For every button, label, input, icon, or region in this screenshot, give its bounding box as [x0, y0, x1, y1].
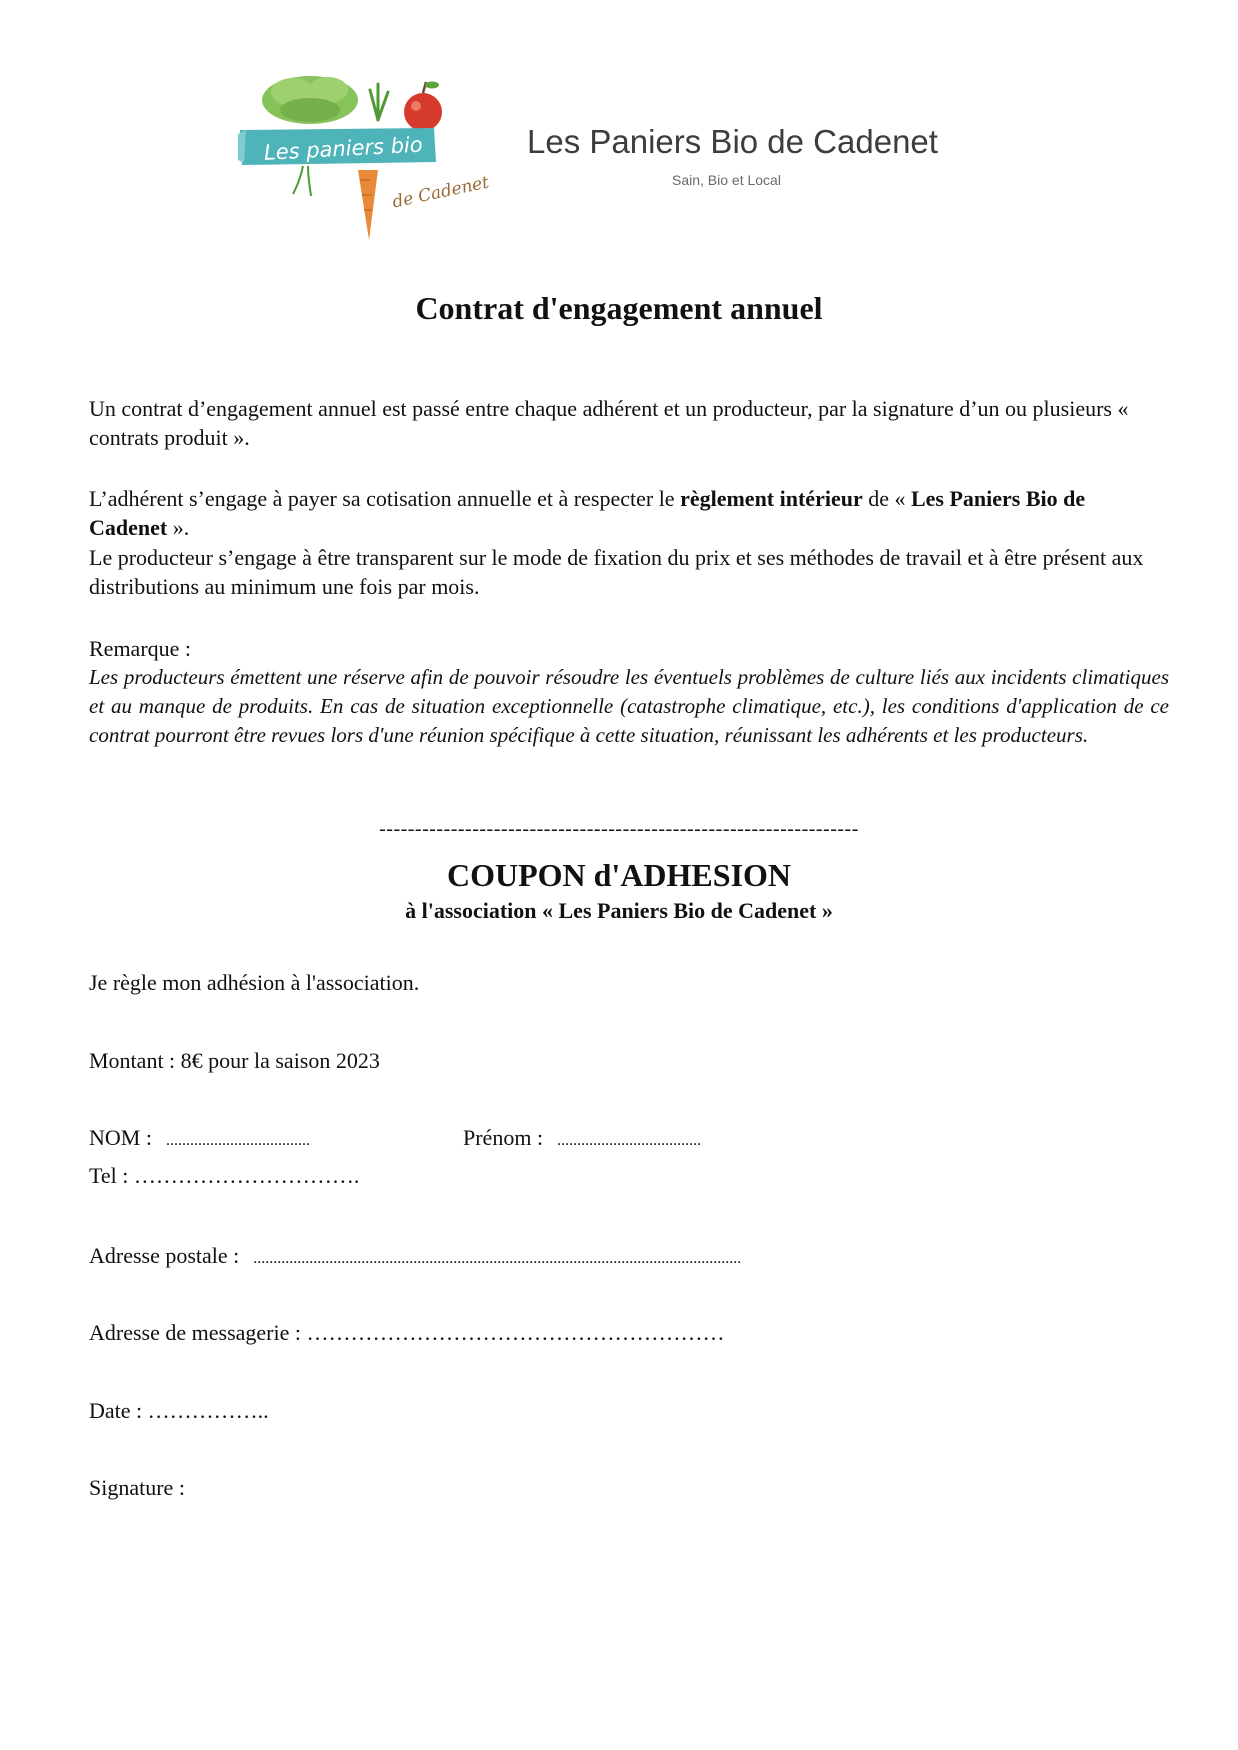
paragraph-member-commitment — [89, 484, 1164, 542]
prenom-label: Prénom : — [463, 1125, 544, 1150]
bold-reglement: règlement intérieur — [680, 486, 863, 511]
lettuce-icon — [262, 76, 358, 124]
nom-label: NOM : — [89, 1125, 152, 1150]
coupon-title: COUPON d'ADHESION — [446, 857, 792, 893]
email-field[interactable]: Adresse de messagerie : ………………………………………………… — [89, 1320, 725, 1345]
brand-title: Les Paniers Bio de Cadenet — [527, 123, 938, 160]
nom-line — [89, 1125, 310, 1151]
text-span: de « — [862, 486, 911, 511]
coupon-statement: Je règle mon adhésion à l'association. — [89, 970, 420, 995]
address-label: Adresse postale : — [89, 1243, 240, 1268]
bold-association-name: Les Paniers Bio de Cadenet — [89, 486, 1086, 540]
coupon-subtitle: à l'association « Les Paniers Bio de Cadenet » — [405, 898, 833, 923]
remark-label: Remarque : — [89, 636, 192, 661]
text-span: L’adhérent s’engage à payer sa cotisation annuelle et à respecter le — [89, 486, 681, 511]
text-span: ». — [167, 515, 190, 540]
nom-field[interactable]: .................................... — [165, 1132, 310, 1149]
prenom-field[interactable]: .................................... — [557, 1132, 702, 1149]
paragraph-producer-commitment: Le producteur s’engage à être transparent sur le mode de fixation du prix et ses méthodes de travail et à être présent aux distributions au minimum une fois par mois. — [89, 545, 1144, 599]
carrot-icon — [358, 170, 378, 240]
logo-text-sub: de Cadenet — [390, 172, 491, 213]
signature-field[interactable]: Signature : — [89, 1475, 185, 1500]
logo-text-main: Les paniers bio — [263, 132, 424, 165]
roots-icon — [293, 166, 311, 196]
cut-line-separator: ------------------------------------------------------------------- — [379, 818, 859, 840]
address-field[interactable]: .......................................................................................................................... — [253, 1250, 742, 1267]
address-line — [89, 1243, 741, 1269]
apple-icon — [404, 82, 442, 132]
coupon-amount: Montant : 8€ pour la saison 2023 — [89, 1048, 380, 1073]
sprout-icon — [370, 84, 388, 120]
date-field[interactable]: Date : …………….. — [89, 1398, 269, 1423]
paragraph-contract: Un contrat d’engagement annuel est passé entre chaque adhérent et un producteur, par la signature d’un ou plusieurs « contrats produit ». — [89, 396, 1129, 450]
paniers-bio-logo — [238, 70, 518, 242]
remark-text: Les producteurs émettent une réserve afin de pouvoir résoudre les éventuels problèmes de culture liés aux incidents climatiques et au manque de produits. En cas de situation exceptionnelle (catastrophe climatique, etc.), les conditions d'application de ce contrat pourront être revues lors d'une réunion spécifique à cette situation, réunissant les adhérents et les producteurs. — [89, 665, 1169, 747]
document-title: Contrat d'engagement annuel — [415, 290, 823, 326]
prenom-line — [463, 1125, 701, 1151]
tel-field[interactable]: Tel : …………………………. — [89, 1163, 360, 1188]
brand-tagline: Sain, Bio et Local — [672, 172, 781, 188]
